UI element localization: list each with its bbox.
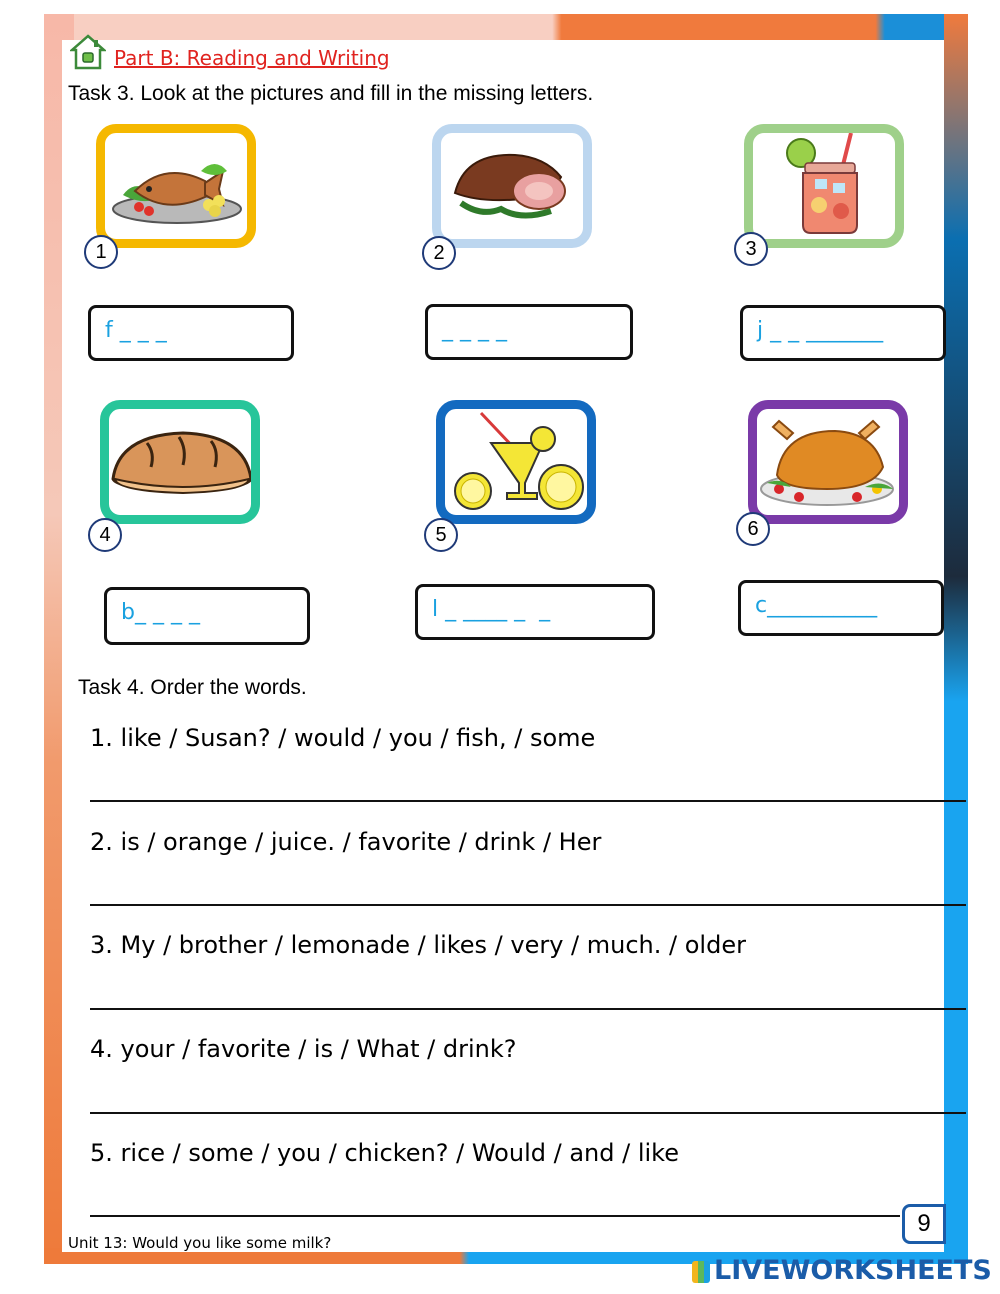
question-5: 5. rice / some / you / chicken? / Would / and / like xyxy=(90,1139,679,1167)
question-4: 4. your / favorite / is / What / drink? xyxy=(90,1035,517,1063)
answer-box-2[interactable]: _ _ _ _ xyxy=(425,304,633,360)
item-number-4: 4 xyxy=(88,518,122,552)
task3-instruction: Task 3. Look at the pictures and fill in the missing letters. xyxy=(68,82,594,105)
question-1: 1. like / Susan? / would / you / fish, / some xyxy=(90,724,596,752)
item-number-3: 3 xyxy=(734,232,768,266)
part-title: Part B: Reading and Writing xyxy=(114,46,390,70)
decorative-border-right xyxy=(944,14,968,1264)
brand-text: LIVEWORKSHEETS xyxy=(714,1255,992,1286)
question-2: 2. is / orange / juice. / favorite / drink / Her xyxy=(90,828,602,856)
home-icon xyxy=(70,34,106,72)
answer-line-4[interactable] xyxy=(90,1112,966,1114)
picture-frame-6 xyxy=(748,400,908,524)
answer-line-5[interactable] xyxy=(90,1215,900,1217)
answer-line-2[interactable] xyxy=(90,904,966,906)
liveworksheets-logo xyxy=(692,1255,992,1286)
decorative-border-top xyxy=(44,14,968,42)
question-3: 3. My / brother / lemonade / likes / very / much. / older xyxy=(90,931,746,959)
roast-meat-image xyxy=(441,133,583,239)
answer-box-6[interactable]: c__________ xyxy=(738,580,944,636)
liveworksheets-mark-icon xyxy=(692,1261,710,1283)
answer-box-3[interactable]: j _ _ _______ xyxy=(740,305,946,361)
unit-footer: Unit 13: Would you like some milk? xyxy=(68,1234,332,1252)
answer-line-3[interactable] xyxy=(90,1008,966,1010)
juice-jar-image xyxy=(753,133,895,239)
item-number-1: 1 xyxy=(84,235,118,269)
answer-box-4[interactable]: b_ _ _ _ xyxy=(104,587,310,645)
item-number-5: 5 xyxy=(424,518,458,552)
page-number: 9 xyxy=(902,1204,946,1244)
picture-frame-5 xyxy=(436,400,596,524)
roast-chicken-image xyxy=(757,409,899,515)
picture-frame-4 xyxy=(100,400,260,524)
picture-frame-1 xyxy=(96,124,256,248)
answer-line-1[interactable] xyxy=(90,800,966,802)
answer-box-1[interactable]: f _ _ _ xyxy=(88,305,294,361)
bread-image xyxy=(109,409,251,515)
item-number-2: 2 xyxy=(422,236,456,270)
picture-frame-2 xyxy=(432,124,592,248)
fish-dish-image xyxy=(105,133,247,239)
task4-instruction: Task 4. Order the words. xyxy=(78,676,307,699)
answer-box-5[interactable]: l _ ____ _ _ xyxy=(415,584,655,640)
picture-frame-3 xyxy=(744,124,904,248)
item-number-6: 6 xyxy=(736,512,770,546)
lemonade-image xyxy=(445,409,587,515)
